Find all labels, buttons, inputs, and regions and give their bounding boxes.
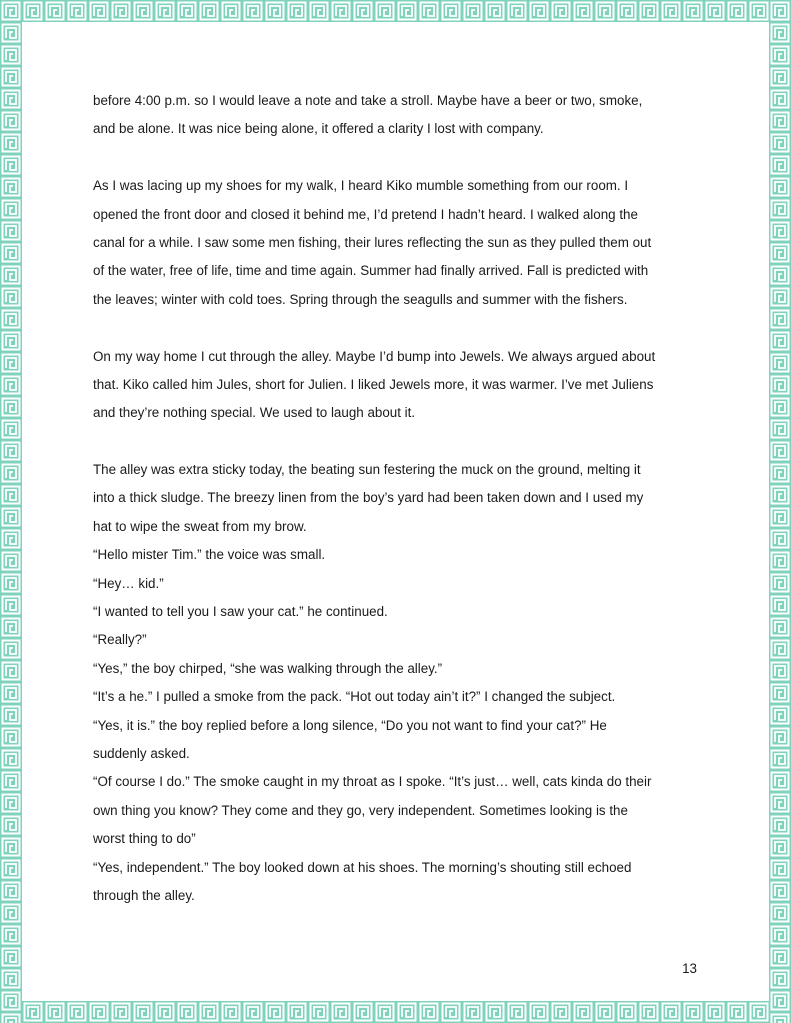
text-line: into a thick sludge. The breezy linen from the boy’s yard had been taken down and I used my xyxy=(93,490,644,506)
text-line: that. Kiko called him Jules, short for Julien. I liked Jewels more, it was warmer. I’ve met Juliens xyxy=(93,376,654,392)
page-number: 13 xyxy=(682,961,697,976)
text-line: suddenly asked. xyxy=(93,745,190,761)
text-line: “I wanted to tell you I saw your cat.” he continued. xyxy=(93,604,388,620)
text-line: through the alley. xyxy=(93,887,195,903)
text-line: “It’s a he.” I pulled a smoke from the pack. “Hot out today ain’t it?” I changed the subject. xyxy=(93,689,616,705)
paragraph-gap xyxy=(93,428,703,456)
text-line: before 4:00 p.m. so I would leave a note and take a stroll. Maybe have a beer or two, smoke, xyxy=(93,93,643,108)
text-line: of the water, free of life, time and time again. Summer had finally arrived. Fall is predicted with xyxy=(93,263,649,279)
text-line: own thing you know? They come and they go, very independent. Sometimes looking is the xyxy=(93,802,628,818)
text-line: As I was lacing up my shoes for my walk, I heard Kiko mumble something from our room. I xyxy=(93,178,629,194)
story-text-body xyxy=(93,87,703,910)
paragraph-gap xyxy=(93,144,703,172)
text-line: worst thing to do” xyxy=(93,831,196,847)
text-line: “Of course I do.” The smoke caught in my throat as I spoke. “It’s just… well, cats kinda do their xyxy=(93,774,652,790)
text-line: canal for a while. I saw some men fishing, their lures reflecting the sun as they pulled them out xyxy=(93,234,652,250)
text-line: The alley was extra sticky today, the beating sun festering the muck on the ground, melting it xyxy=(93,462,641,478)
text-line: and be alone. It was nice being alone, it offered a clarity I lost with company. xyxy=(93,121,544,137)
text-line: On my way home I cut through the alley. Maybe I’d bump into Jewels. We always argued about xyxy=(93,348,656,364)
decorative-border-left xyxy=(0,0,22,1023)
decorative-border-top xyxy=(0,0,791,22)
text-line: and they’re nothing special. We used to laugh about it. xyxy=(93,405,416,421)
text-line: “Really?” xyxy=(93,632,147,648)
text-line: “Hello mister Tim.” the voice was small. xyxy=(93,547,326,563)
text-line: “Hey… kid.” xyxy=(93,575,164,591)
paragraph-gap xyxy=(93,314,703,342)
decorative-border-right xyxy=(769,0,791,1023)
text-line: “Yes, independent.” The boy looked down at his shoes. The morning’s shouting still echoed xyxy=(93,859,632,875)
decorative-border-bottom xyxy=(0,1001,791,1023)
text-line: opened the front door and closed it behind me, I’d pretend I hadn’t heard. I walked along the xyxy=(93,206,638,222)
text-line: “Yes, it is.” the boy replied before a long silence, “Do you not want to find your cat?” He xyxy=(93,717,607,733)
text-line: the leaves; winter with cold toes. Spring through the seagulls and summer with the fishers. xyxy=(93,291,628,307)
text-line: “Yes,” the boy chirped, “she was walking through the alley.” xyxy=(93,660,443,676)
text-line: hat to wipe the sweat from my brow. xyxy=(93,518,307,534)
